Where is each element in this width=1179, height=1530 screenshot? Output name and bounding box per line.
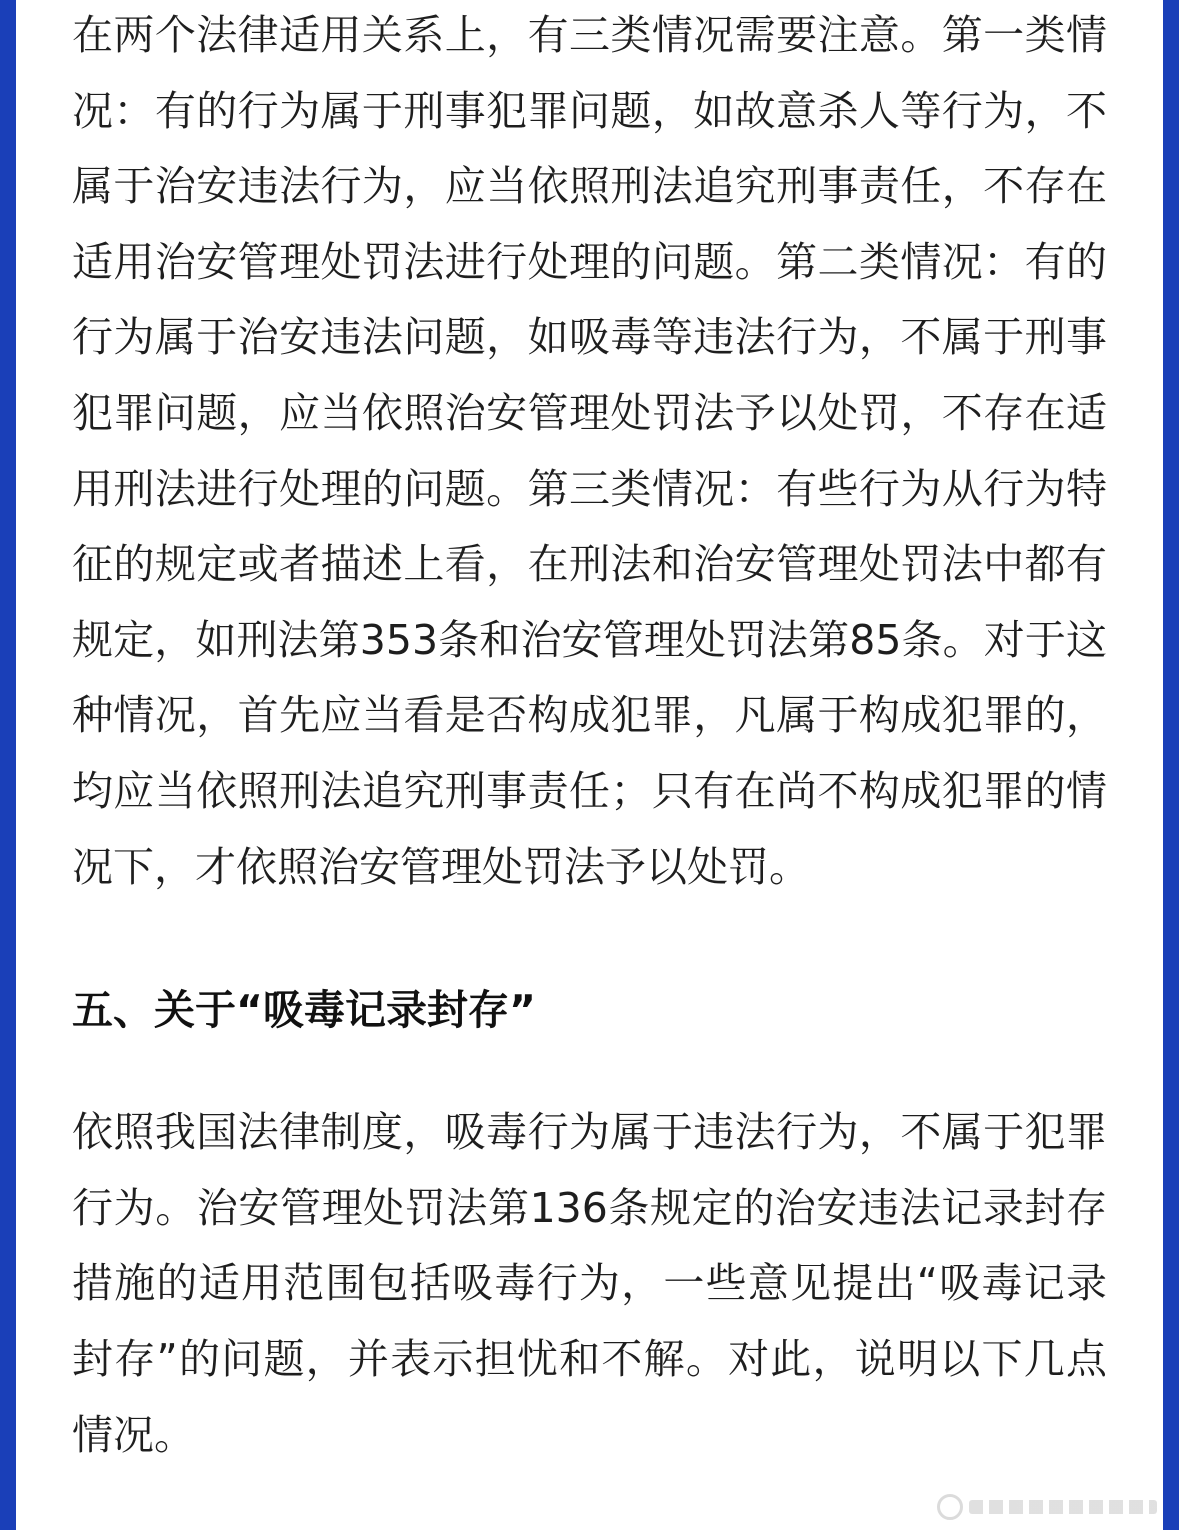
section-heading: 五、关于“吸毒记录封存” (72, 986, 536, 1035)
article-paragraph: 在两个法律适用关系上，有三类情况需要注意。第一类情况：有的行为属于刑事犯罪问题，如故意杀人等行为，不属于治安违法行为，应当依照刑法追究刑事责任，不存在适用治安管理处罚法进行处理的问题。第二类情况：有的行为属于治安违法问题，如吸毒等违法行为，不属于刑事犯罪问题，应当依照治安管理处罚法予以处罚，不存在适用刑法进行处理的问题。第三类情况：有些行为从行为特征的规定或者描述上看，在刑法和治安管理处罚法中都有规定，如刑法第353条和治安管理处罚法第85条。对于这种情况，首先应当看是否构成犯罪，凡属于构成犯罪的，均应当依照刑法追究刑事责任；只有在尚不构成犯罪的情况下，才依照治安管理处罚法予以处罚。 (72, 11, 1107, 891)
article-page (16, 0, 1163, 1530)
watermark (937, 1490, 1157, 1524)
watermark-text-mark (969, 1500, 1157, 1514)
article-paragraph: 依照我国法律制度，吸毒行为属于违法行为，不属于犯罪行为。治安管理处罚法第136条规定的治安违法记录封存措施的适用范围包括吸毒行为，一些意见提出“吸毒记录封存”的问题，并表示担忧和不解。对此，说明以下几点情况。 (72, 1108, 1107, 1459)
watermark-logo-icon (937, 1494, 963, 1520)
